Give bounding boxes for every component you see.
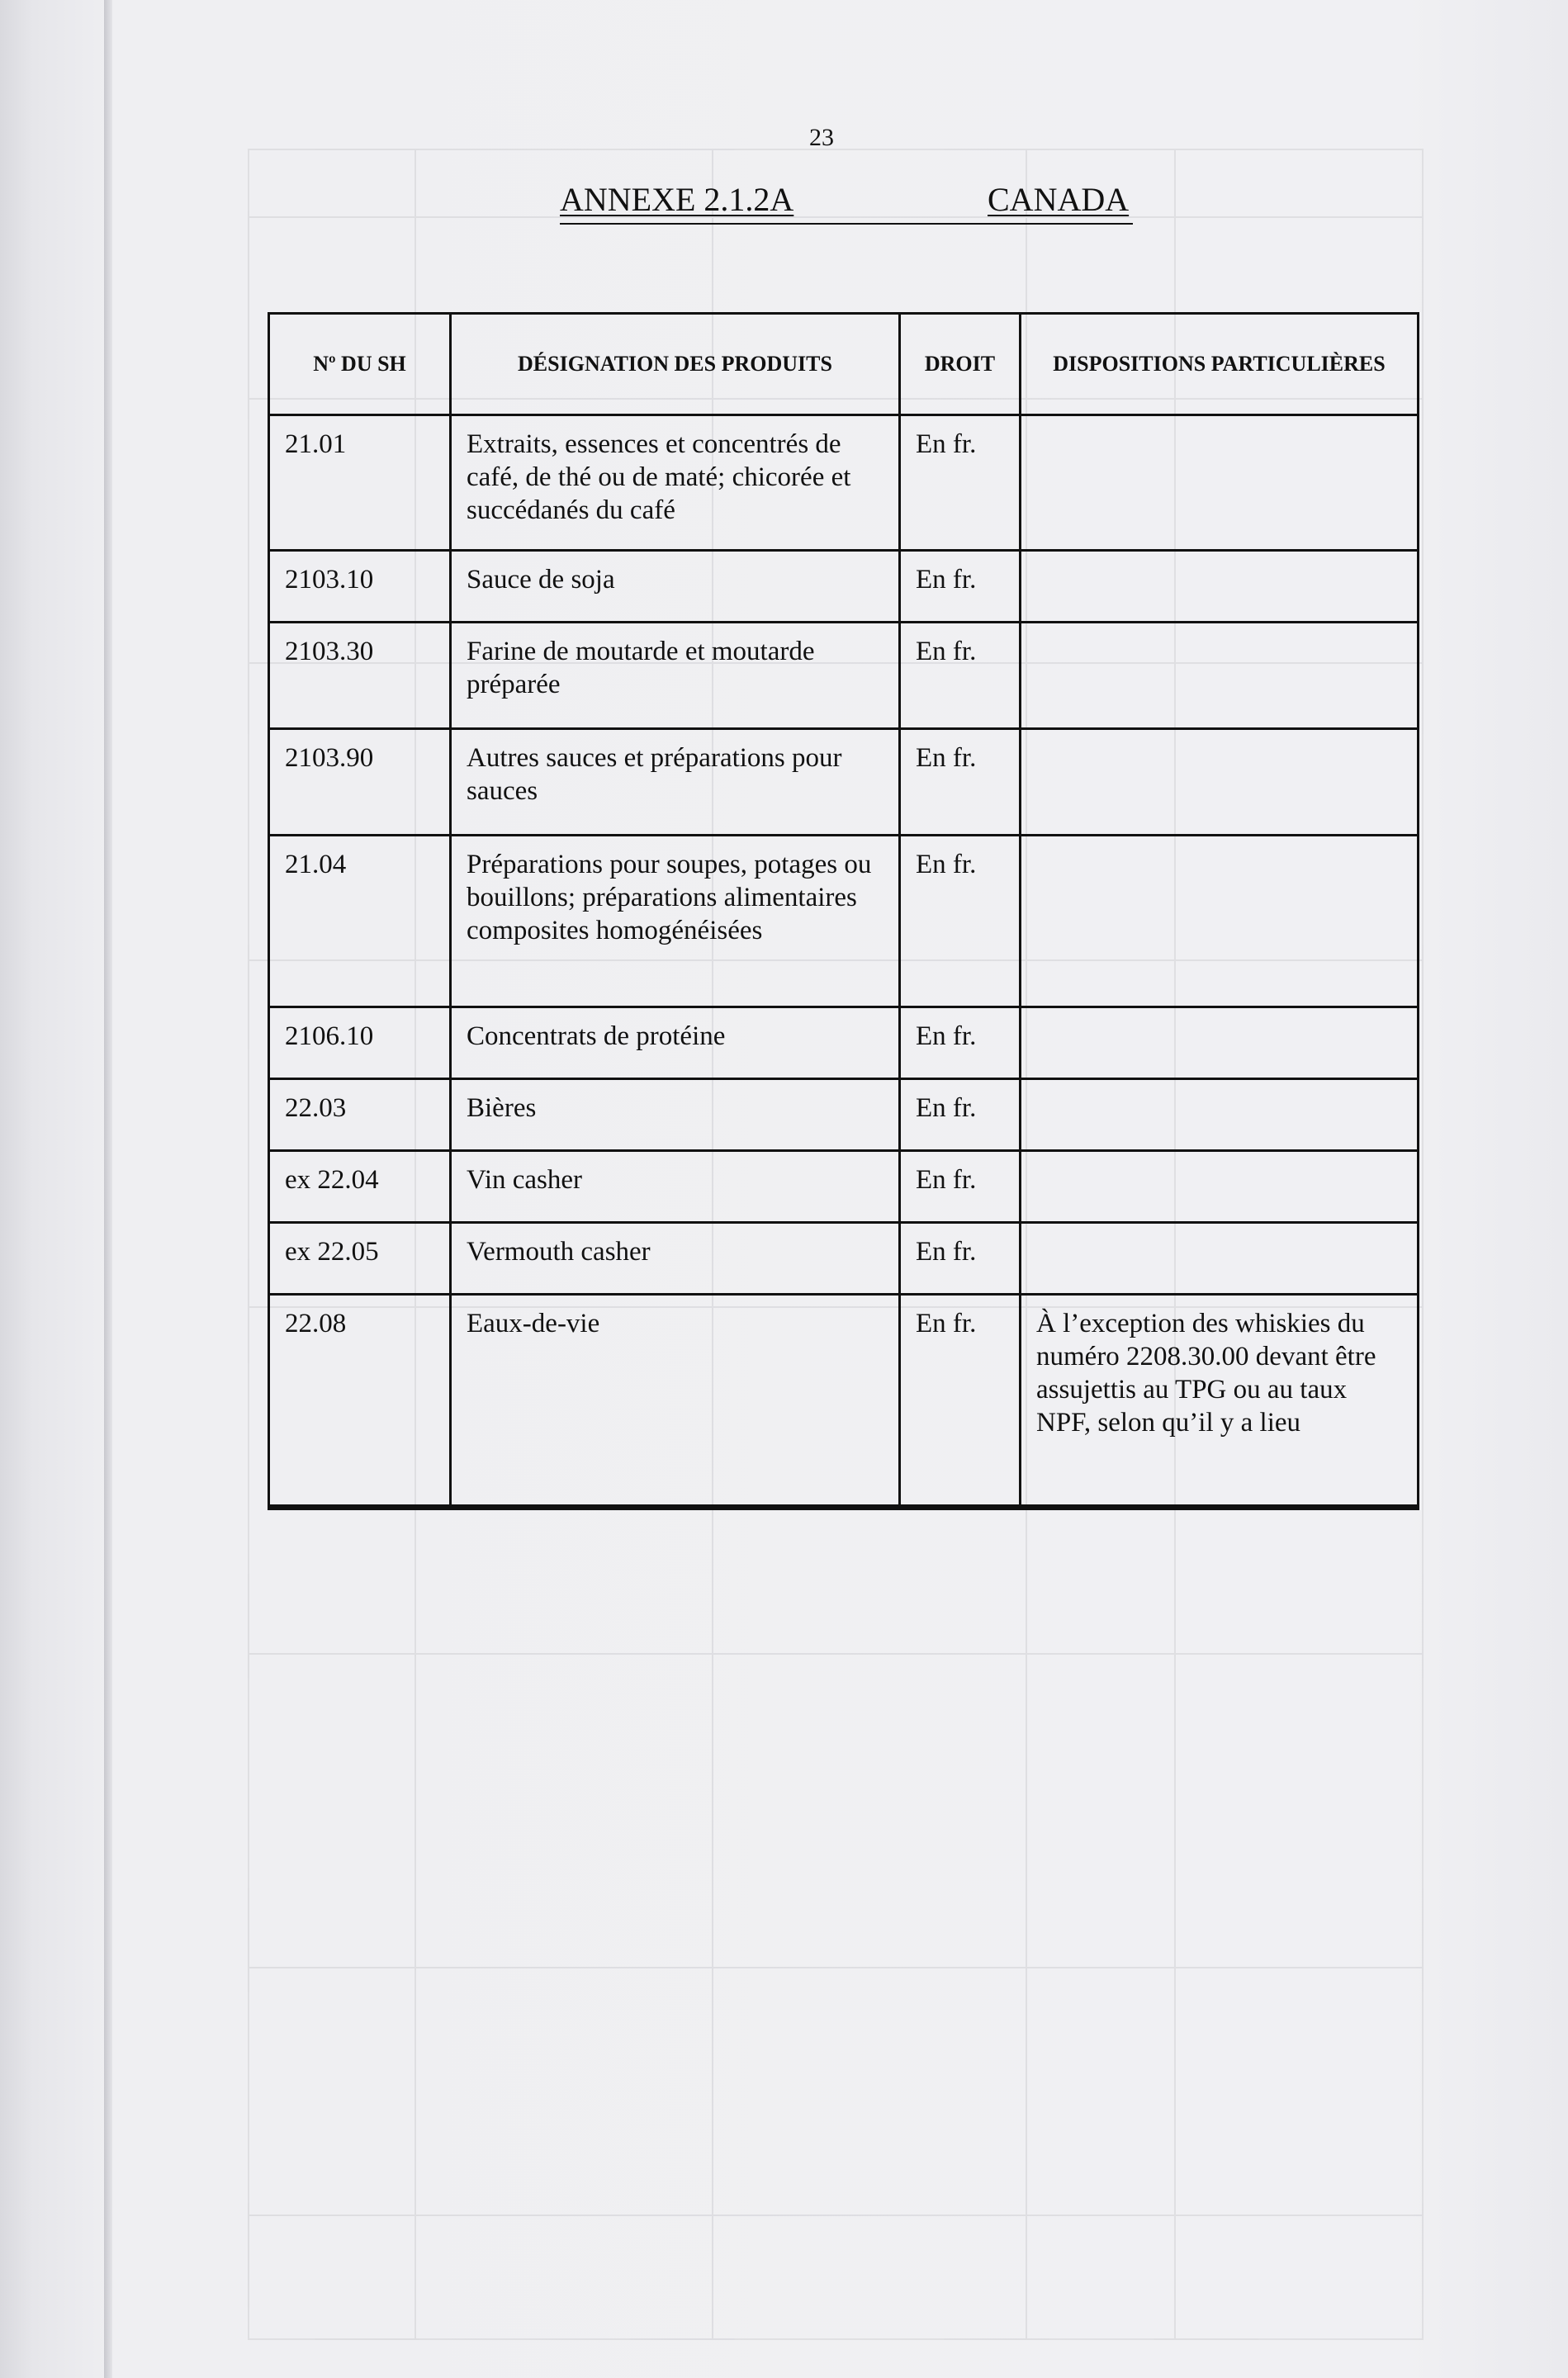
special-provisions-cell bbox=[1021, 1151, 1419, 1223]
duty-cell: En fr. bbox=[900, 1295, 1021, 1506]
table-row bbox=[269, 1151, 1419, 1223]
hs-number-cell: 22.08 bbox=[269, 1295, 451, 1506]
duty-cell: En fr. bbox=[900, 1223, 1021, 1295]
table-row bbox=[269, 551, 1419, 623]
hs-number-cell: 22.03 bbox=[269, 1079, 451, 1151]
special-provisions-cell bbox=[1021, 415, 1419, 551]
product-description-cell: Vin casher bbox=[451, 1151, 900, 1223]
table-row bbox=[269, 1007, 1419, 1079]
table-row bbox=[269, 1295, 1419, 1506]
table-row bbox=[269, 415, 1419, 551]
special-provisions-cell bbox=[1021, 836, 1419, 1007]
hs-number-cell: ex 22.04 bbox=[269, 1151, 451, 1223]
duty-cell: En fr. bbox=[900, 1151, 1021, 1223]
special-provisions-cell bbox=[1021, 1079, 1419, 1151]
hs-number-cell: 21.01 bbox=[269, 415, 451, 551]
special-provisions-cell: À l’exception des whiskies du numéro 2208.30.00 devant être assujettis au TPG ou au taux NPF, selon qu’il y a lieu bbox=[1021, 1295, 1419, 1506]
special-provisions-cell bbox=[1021, 551, 1419, 623]
product-description-cell: Eaux-de-vie bbox=[451, 1295, 900, 1506]
table-row bbox=[269, 1223, 1419, 1295]
hs-number-cell: ex 22.05 bbox=[269, 1223, 451, 1295]
annex-title: ANNEXE 2.1.2A bbox=[560, 181, 794, 218]
tariff-table bbox=[268, 312, 1419, 1507]
duty-cell: En fr. bbox=[900, 551, 1021, 623]
table-row bbox=[269, 1079, 1419, 1151]
duty-cell: En fr. bbox=[900, 1079, 1021, 1151]
hs-number-cell: 2103.90 bbox=[269, 729, 451, 836]
table-row bbox=[269, 836, 1419, 1007]
hs-number-cell: 2103.30 bbox=[269, 623, 451, 729]
product-description-cell: Extraits, essences et concentrés de café, de thé ou de maté; chicorée et succédanés du café bbox=[451, 415, 900, 551]
table-header-row bbox=[269, 314, 1419, 415]
product-description-cell: Sauce de soja bbox=[451, 551, 900, 623]
hs-number-cell: 21.04 bbox=[269, 836, 451, 1007]
binding-shadow bbox=[104, 0, 112, 2378]
special-provisions-cell bbox=[1021, 729, 1419, 836]
product-description-cell: Concentrats de protéine bbox=[451, 1007, 900, 1079]
heading-underline bbox=[560, 223, 1133, 225]
hs-number-cell: 2106.10 bbox=[269, 1007, 451, 1079]
duty-cell: En fr. bbox=[900, 729, 1021, 836]
special-provisions-cell bbox=[1021, 1007, 1419, 1079]
duty-cell: En fr. bbox=[900, 836, 1021, 1007]
duty-cell: En fr. bbox=[900, 1007, 1021, 1079]
duty-cell: En fr. bbox=[900, 623, 1021, 729]
header-product-description: DÉSIGNATION DES PRODUITS bbox=[451, 314, 900, 415]
table-row bbox=[269, 623, 1419, 729]
product-description-cell: Bières bbox=[451, 1079, 900, 1151]
hs-number-cell: 2103.10 bbox=[269, 551, 451, 623]
product-description-cell: Préparations pour soupes, potages ou bouillons; préparations alimentaires composites homogénéisées bbox=[451, 836, 900, 1007]
product-description-cell: Farine de moutarde et moutarde préparée bbox=[451, 623, 900, 729]
header-special-provisions: DISPOSITIONS PARTICULIÈRES bbox=[1021, 314, 1419, 415]
special-provisions-cell bbox=[1021, 623, 1419, 729]
country-title: CANADA bbox=[988, 181, 1130, 218]
duty-cell: En fr. bbox=[900, 415, 1021, 551]
header-hs-number: Nº DU SH bbox=[269, 314, 451, 415]
table-row bbox=[269, 729, 1419, 836]
product-description-cell: Autres sauces et préparations pour sauces bbox=[451, 729, 900, 836]
special-provisions-cell bbox=[1021, 1223, 1419, 1295]
page-number: 23 bbox=[809, 124, 834, 151]
product-description-cell: Vermouth casher bbox=[451, 1223, 900, 1295]
header-duty: DROIT bbox=[900, 314, 1021, 415]
